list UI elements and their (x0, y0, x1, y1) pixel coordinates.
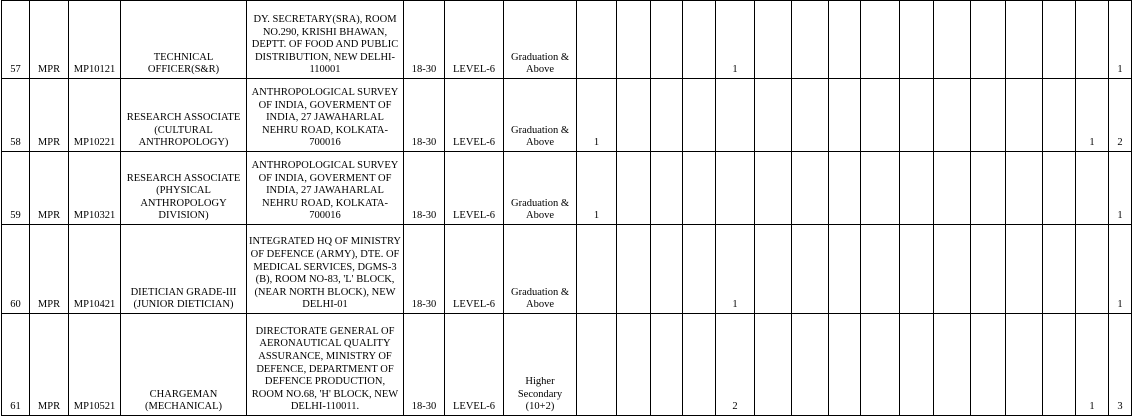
vacancy-cell (651, 225, 683, 314)
vacancy-cell: 2 (716, 314, 755, 416)
post-name-cell: RESEARCH ASSOCIATE (PHYSICAL ANTHROPOLOGY DIVISION) (121, 152, 247, 225)
post-code-cell: MP10521 (69, 314, 121, 416)
vacancy-cell (861, 152, 900, 225)
vacancy-cell: 1 (1109, 1, 1132, 79)
vacancy-cell (617, 79, 651, 152)
vacancy-cell (1006, 225, 1043, 314)
table-row (2, 314, 1132, 416)
post-code-cell: MP10121 (69, 1, 121, 79)
address-cell: ANTHROPOLOGICAL SURVEY OF INDIA, GOVERMENT OF INDIA, 27 JAWAHARLAL NEHRU ROAD, KOLKATA-700016 (247, 79, 404, 152)
vacancy-cell (617, 152, 651, 225)
vacancy-cell (755, 79, 792, 152)
vacancy-cell (861, 314, 900, 416)
serial-number-cell: 61 (2, 314, 30, 416)
vacancy-cell (1043, 314, 1076, 416)
age-limit-cell: 18-30 (404, 152, 445, 225)
vacancy-cell (792, 225, 829, 314)
serial-number-cell: 57 (2, 1, 30, 79)
qualification-cell: Graduation & Above (504, 79, 577, 152)
pay-level-cell: LEVEL-6 (445, 1, 504, 79)
ministry-cell: MPR (30, 225, 69, 314)
vacancy-cell (755, 152, 792, 225)
vacancy-cell: 1 (1109, 152, 1132, 225)
age-limit-cell: 18-30 (404, 79, 445, 152)
vacancy-cell (651, 152, 683, 225)
vacancy-cell (900, 314, 934, 416)
vacancy-cell (934, 79, 971, 152)
vacancy-cell (755, 314, 792, 416)
vacancy-cell (1076, 152, 1109, 225)
vacancy-cell (1043, 79, 1076, 152)
vacancy-cell (900, 225, 934, 314)
post-code-cell: MP10321 (69, 152, 121, 225)
vacancy-cell (971, 314, 1006, 416)
vacancy-cell (577, 1, 617, 79)
pay-level-cell: LEVEL-6 (445, 152, 504, 225)
vacancy-cell (1076, 1, 1109, 79)
vacancy-cell (683, 225, 716, 314)
post-name-cell: DIETICIAN GRADE-III (JUNIOR DIETICIAN) (121, 225, 247, 314)
vacancy-cell (900, 152, 934, 225)
vacancy-cell (934, 225, 971, 314)
vacancy-cell (792, 1, 829, 79)
vacancy-cell (617, 1, 651, 79)
vacancy-cell (1043, 1, 1076, 79)
ministry-cell: MPR (30, 152, 69, 225)
pay-level-cell: LEVEL-6 (445, 225, 504, 314)
vacancy-cell (792, 152, 829, 225)
serial-number-cell: 60 (2, 225, 30, 314)
vacancy-table (1, 0, 1132, 416)
vacancy-cell (829, 225, 861, 314)
vacancy-cell: 1 (716, 225, 755, 314)
vacancy-cell (617, 314, 651, 416)
vacancy-cell (617, 225, 651, 314)
post-name-cell: RESEARCH ASSOCIATE (CULTURAL ANTHROPOLOGY) (121, 79, 247, 152)
vacancy-cell (971, 79, 1006, 152)
age-limit-cell: 18-30 (404, 225, 445, 314)
serial-number-cell: 59 (2, 152, 30, 225)
pay-level-cell: LEVEL-6 (445, 79, 504, 152)
vacancy-cell: 1 (577, 152, 617, 225)
vacancy-cell (1006, 79, 1043, 152)
address-cell: ANTHROPOLOGICAL SURVEY OF INDIA, GOVERMENT OF INDIA, 27 JAWAHARLAL NEHRU ROAD, KOLKATA-700016 (247, 152, 404, 225)
vacancy-cell (900, 1, 934, 79)
vacancy-cell (934, 1, 971, 79)
vacancy-cell (1006, 152, 1043, 225)
qualification-cell: Graduation & Above (504, 1, 577, 79)
vacancy-cell (716, 152, 755, 225)
post-name-cell: TECHNICAL OFFICER(S&R) (121, 1, 247, 79)
address-cell: DY. SECRETARY(SRA), ROOM NO.290, KRISHI BHAWAN, DEPTT. OF FOOD AND PUBLIC DISTRIBUTION, NEW DELHI-110001 (247, 1, 404, 79)
vacancy-cell: 2 (1109, 79, 1132, 152)
vacancy-cell (829, 1, 861, 79)
vacancy-cell: 1 (577, 79, 617, 152)
post-name-cell: CHARGEMAN (MECHANICAL) (121, 314, 247, 416)
vacancy-cell (683, 79, 716, 152)
table-row (2, 225, 1132, 314)
post-code-cell: MP10421 (69, 225, 121, 314)
vacancy-cell: 1 (1076, 314, 1109, 416)
qualification-cell: Higher Secondary (10+2) (504, 314, 577, 416)
vacancy-cell (716, 79, 755, 152)
ministry-cell: MPR (30, 1, 69, 79)
vacancy-cell (683, 1, 716, 79)
vacancy-cell (934, 314, 971, 416)
age-limit-cell: 18-30 (404, 1, 445, 79)
table-row (2, 152, 1132, 225)
vacancy-cell (1006, 314, 1043, 416)
vacancy-cell (829, 314, 861, 416)
vacancy-cell (651, 79, 683, 152)
vacancy-cell (861, 1, 900, 79)
qualification-cell: Graduation & Above (504, 225, 577, 314)
vacancy-cell (577, 225, 617, 314)
vacancy-cell (683, 314, 716, 416)
post-code-cell: MP10221 (69, 79, 121, 152)
vacancy-cell: 1 (1076, 79, 1109, 152)
vacancy-cell: 1 (716, 1, 755, 79)
vacancy-cell (683, 152, 716, 225)
vacancy-cell (971, 1, 1006, 79)
vacancy-cell: 3 (1109, 314, 1132, 416)
vacancy-cell (971, 225, 1006, 314)
vacancy-cell (900, 79, 934, 152)
table-body (2, 1, 1132, 416)
address-cell: DIRECTORATE GENERAL OF AERONAUTICAL QUALITY ASSURANCE, MINISTRY OF DEFENCE, DEPARTMENT OF DEFENCE PRODUCTION, ROOM NO.68, 'H' BLOCK, NEW DELHI-110011. (247, 314, 404, 416)
vacancy-cell (971, 152, 1006, 225)
vacancy-cell (1006, 1, 1043, 79)
vacancy-cell (1043, 152, 1076, 225)
table-row (2, 79, 1132, 152)
vacancy-cell (1043, 225, 1076, 314)
vacancy-cell (861, 79, 900, 152)
qualification-cell: Graduation & Above (504, 152, 577, 225)
vacancy-cell (792, 79, 829, 152)
vacancy-cell (861, 225, 900, 314)
vacancy-cell (829, 79, 861, 152)
vacancy-cell (651, 314, 683, 416)
vacancy-cell (934, 152, 971, 225)
vacancy-cell: 1 (1109, 225, 1132, 314)
ministry-cell: MPR (30, 314, 69, 416)
vacancy-cell (829, 152, 861, 225)
address-cell: INTEGRATED HQ OF MINISTRY OF DEFENCE (ARMY), DTE. OF MEDICAL SERVICES, DGMS-3 (B), ROOM NO-83, 'L' BLOCK, (NEAR NORTH BLOCK), NEW DELHI-01 (247, 225, 404, 314)
vacancy-cell (651, 1, 683, 79)
serial-number-cell: 58 (2, 79, 30, 152)
vacancy-cell (792, 314, 829, 416)
ministry-cell: MPR (30, 79, 69, 152)
table-row (2, 1, 1132, 79)
vacancy-cell (577, 314, 617, 416)
vacancy-cell (755, 1, 792, 79)
pay-level-cell: LEVEL-6 (445, 314, 504, 416)
vacancy-cell (1076, 225, 1109, 314)
age-limit-cell: 18-30 (404, 314, 445, 416)
vacancy-cell (755, 225, 792, 314)
